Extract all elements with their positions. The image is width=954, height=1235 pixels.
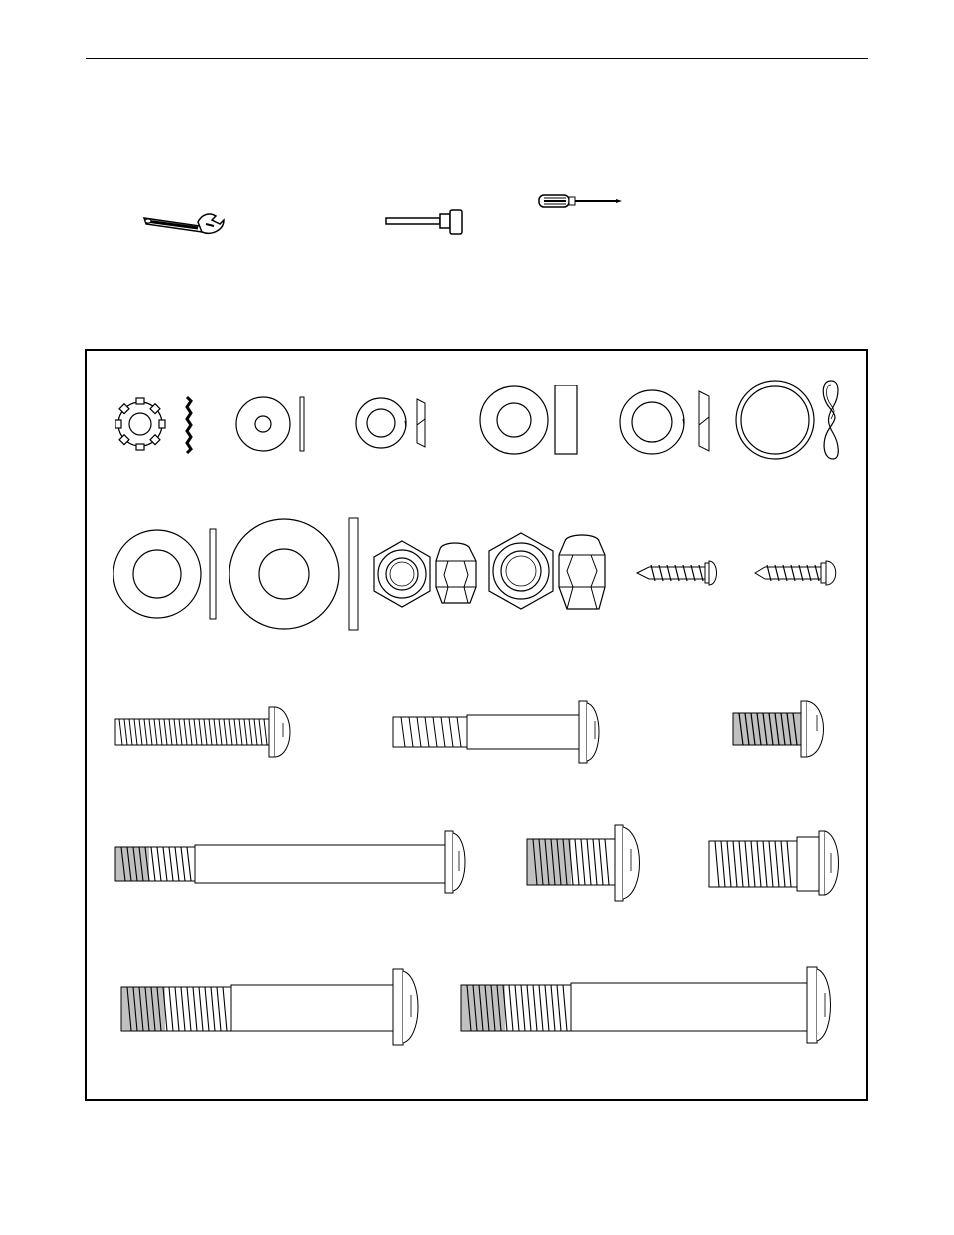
button-bolt-shouldered-xlong-icon <box>113 829 469 895</box>
thick-flat-washer-icon <box>479 385 585 455</box>
rubber-mallet-icon <box>384 208 468 236</box>
button-bolt-short-icon <box>731 697 831 759</box>
split-lock-washer-large-icon <box>619 389 715 455</box>
button-bolt-short-wide-icon <box>525 823 645 903</box>
flat-washer-xlarge-icon <box>229 517 365 633</box>
wave-clip-ring-icon <box>735 377 847 463</box>
button-bolt-shouldered-medium-icon <box>391 699 601 767</box>
flanged-bolt-short-icon <box>707 827 845 899</box>
adjustable-wrench-icon <box>140 206 226 236</box>
split-lock-washer-small-icon <box>355 397 427 451</box>
nylon-lock-nut-small-icon <box>372 539 482 611</box>
button-bolt-threaded-long-icon <box>113 703 293 761</box>
self-tapping-screw-long-icon <box>635 557 721 589</box>
button-bolt-shouldered-large-icon <box>119 967 423 1047</box>
flat-washer-large-icon <box>113 527 221 621</box>
phillips-screwdriver-icon <box>536 191 626 211</box>
star-lock-washer-icon <box>115 391 197 461</box>
parts-box <box>85 349 868 1101</box>
top-rule <box>86 58 868 59</box>
nylon-lock-nut-large-icon <box>487 531 617 615</box>
self-tapping-screw-short-icon <box>753 557 841 589</box>
flat-washer-small-icon <box>233 394 307 458</box>
button-bolt-shouldered-xxlong-icon <box>459 965 835 1045</box>
